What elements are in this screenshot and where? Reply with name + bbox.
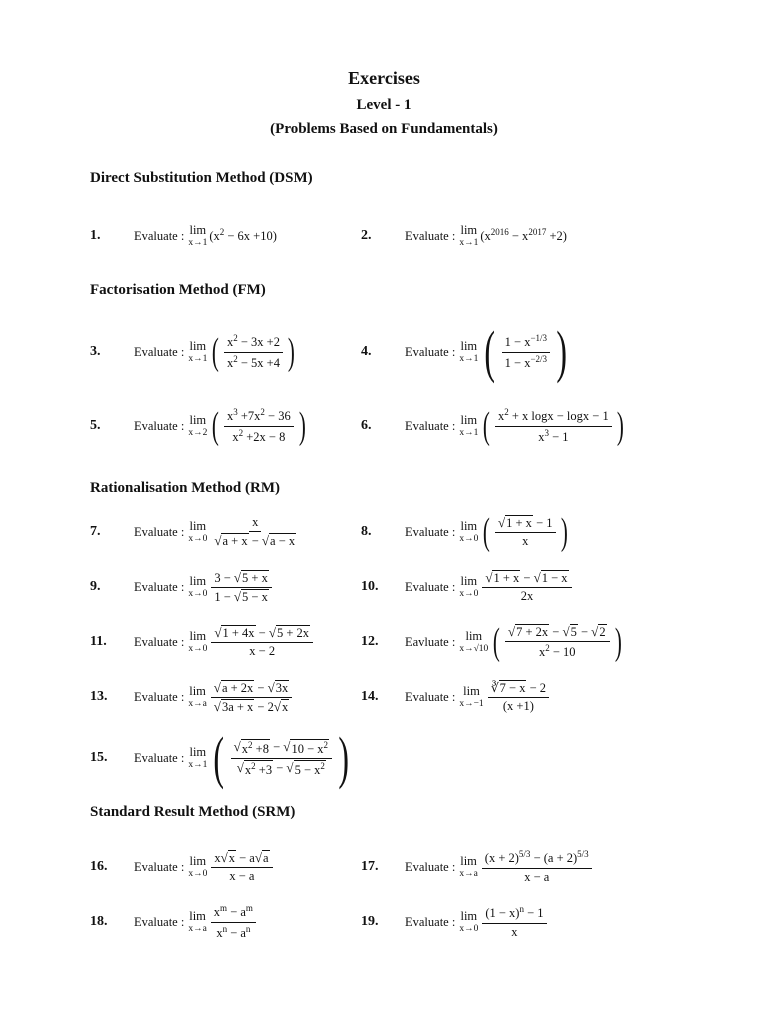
problem-expression: lim x→2 ( $\frac{x^3 +7x^2 - 36}{x^2 +2x - 8}$ ) — [188, 405, 306, 447]
problem-label: Evaluate : — [134, 859, 185, 874]
problem-label: Evaluate : — [134, 418, 185, 433]
problem-label: Evaluate : — [134, 524, 185, 539]
problem-expression: lim x→1 ( $\frac{x^2 + x \log x - \log x - 1}{x^3 - 1}$ ) — [459, 405, 624, 447]
problem-number: 3. — [90, 344, 101, 359]
limit-operator: lim x→0 — [188, 519, 208, 544]
limit-operator: lim x→0 — [188, 854, 208, 879]
problem-expression: lim x→−1 ∛ 7 − x − 2 (x +1) — [459, 680, 551, 714]
problem-number: 19. — [361, 914, 379, 929]
problem-number: 8. — [361, 524, 372, 539]
problem-number: 1. — [90, 228, 101, 243]
problem-number: 7. — [90, 524, 101, 539]
level-heading: Level - 1 — [356, 97, 412, 113]
problem-number: 13. — [90, 689, 108, 704]
problem-number: 15. — [90, 750, 108, 765]
problem-label: Evaluate : — [405, 579, 456, 594]
problem-expression: lim x→1 $(x^2 - 6x +10)$ — [188, 223, 277, 248]
problem-label: Evaluate : — [134, 689, 185, 704]
problem-number: 17. — [361, 859, 379, 874]
problem-expression: lim x→0 x √ a + x − √ a − x — [188, 515, 296, 548]
problem-expression: lim x→0 x √ x − a √ a x − a — [188, 850, 274, 884]
problem-expression: lim x→0 3 − √ 5 + x 1 − √ 5 − x — [188, 570, 274, 605]
problem-label: Evaluate : — [134, 344, 185, 359]
problem-label: Evaluate : — [405, 859, 456, 874]
limit-operator: lim x→0 — [188, 629, 208, 654]
problem-expression: lim x→√10 ( √ 7 + 2x − √ 5 − √ 2 $x^2 - 10$ ) — [459, 621, 622, 663]
problem-label: Evaluate : — [405, 418, 456, 433]
problem-expression: lim x→a $\frac{(x + 2)^{5/3} - (a + 2)^{5/3}}{x - a}$ — [459, 849, 593, 884]
problem-expression: lim x→1 $(x^{2016} - x^{2017} +2)$ — [459, 223, 567, 248]
limit-operator: lim x→1 — [188, 745, 208, 770]
section-heading-rm: Rationalisation Method (RM) — [90, 480, 280, 496]
limit-operator: lim x→1 — [188, 223, 208, 248]
problem-expression: lim x→0 √ 1 + 4x − √ 5 + 2x x − 2 — [188, 625, 315, 659]
limit-operator: lim x→0 — [459, 574, 479, 599]
limit-operator: lim x→a — [188, 684, 207, 709]
section-heading-srm: Standard Result Method (SRM) — [90, 804, 296, 820]
problem-expression: lim x→0 ( √ 1 + x − 1 x ) — [459, 511, 568, 553]
problem-number: 4. — [361, 344, 372, 359]
section-heading-fm: Factorisation Method (FM) — [90, 282, 266, 298]
page-title: Exercises — [348, 68, 420, 88]
problem-number: 10. — [361, 579, 379, 594]
problem-number: 16. — [90, 859, 108, 874]
problem-label: Evaluate : — [134, 228, 185, 243]
problem-label: Evaluate : — [134, 914, 185, 929]
problem-number: 6. — [361, 418, 372, 433]
limit-operator: lim x→−1 — [459, 684, 484, 709]
problem-number: 12. — [361, 634, 379, 649]
limit-operator: lim x→a — [188, 909, 207, 934]
problem-label: Eavluate : — [405, 634, 456, 649]
problem-label: Evaluate : — [405, 228, 456, 243]
problem-number: 18. — [90, 914, 108, 929]
problem-expression: lim x→1 ( √ $x^2 +8$ − √ $10 - x^2$ √ $x^2 +3$ − √ $5 - x^2$ ) — [188, 725, 349, 790]
problem-label: Evaluate : — [405, 914, 456, 929]
problem-number: 9. — [90, 579, 101, 594]
problem-expression: lim x→0 $\frac{(1 - x)^n - 1}{x}$ — [459, 904, 548, 939]
page-subtitle: (Problems Based on Fundamentals) — [270, 121, 498, 137]
problem-expression: lim x→a √ a + 2x − √ 3x √ 3a + x − 2 √ x — [188, 680, 294, 715]
limit-operator: lim x→a — [459, 854, 478, 879]
limit-operator: lim x→1 — [459, 223, 479, 248]
problem-expression: lim x→1 ( $\frac{1 - x^{-1/3}}{1 - x^{-2/3}}$ ) — [459, 319, 568, 384]
limit-operator: lim x→0 — [459, 909, 479, 934]
problem-label: Evaluate : — [405, 524, 456, 539]
problem-expression: lim x→0 √ 1 + x − √ 1 − x 2x — [459, 570, 573, 604]
limit-operator: lim x→1 — [188, 339, 208, 364]
limit-operator: lim x→1 — [459, 339, 479, 364]
problem-label: Evaluate : — [405, 344, 456, 359]
section-heading-dsm: Direct Substitution Method (DSM) — [90, 170, 313, 186]
limit-operator: lim x→√10 — [459, 629, 489, 654]
problem-number: 11. — [90, 634, 107, 649]
problem-number: 2. — [361, 228, 372, 243]
limit-operator: lim x→2 — [188, 413, 208, 438]
problem-label: Evaluate : — [134, 634, 185, 649]
problem-number: 5. — [90, 418, 101, 433]
problem-label: Evaluate : — [134, 750, 185, 765]
problem-expression: lim x→1 ( $\frac{x^2 - 3x +2}{x^2 - 5x +4}$ ) — [188, 331, 295, 373]
problem-number: 14. — [361, 689, 379, 704]
limit-operator: lim x→1 — [459, 413, 479, 438]
problem-expression: lim x→a $\frac{x^m - a^m}{x^n - a^n}$ — [188, 903, 258, 940]
problem-label: Evaluate : — [134, 579, 185, 594]
problem-label: Evaluate : — [405, 689, 456, 704]
limit-operator: lim x→0 — [459, 519, 479, 544]
limit-operator: lim x→0 — [188, 574, 208, 599]
